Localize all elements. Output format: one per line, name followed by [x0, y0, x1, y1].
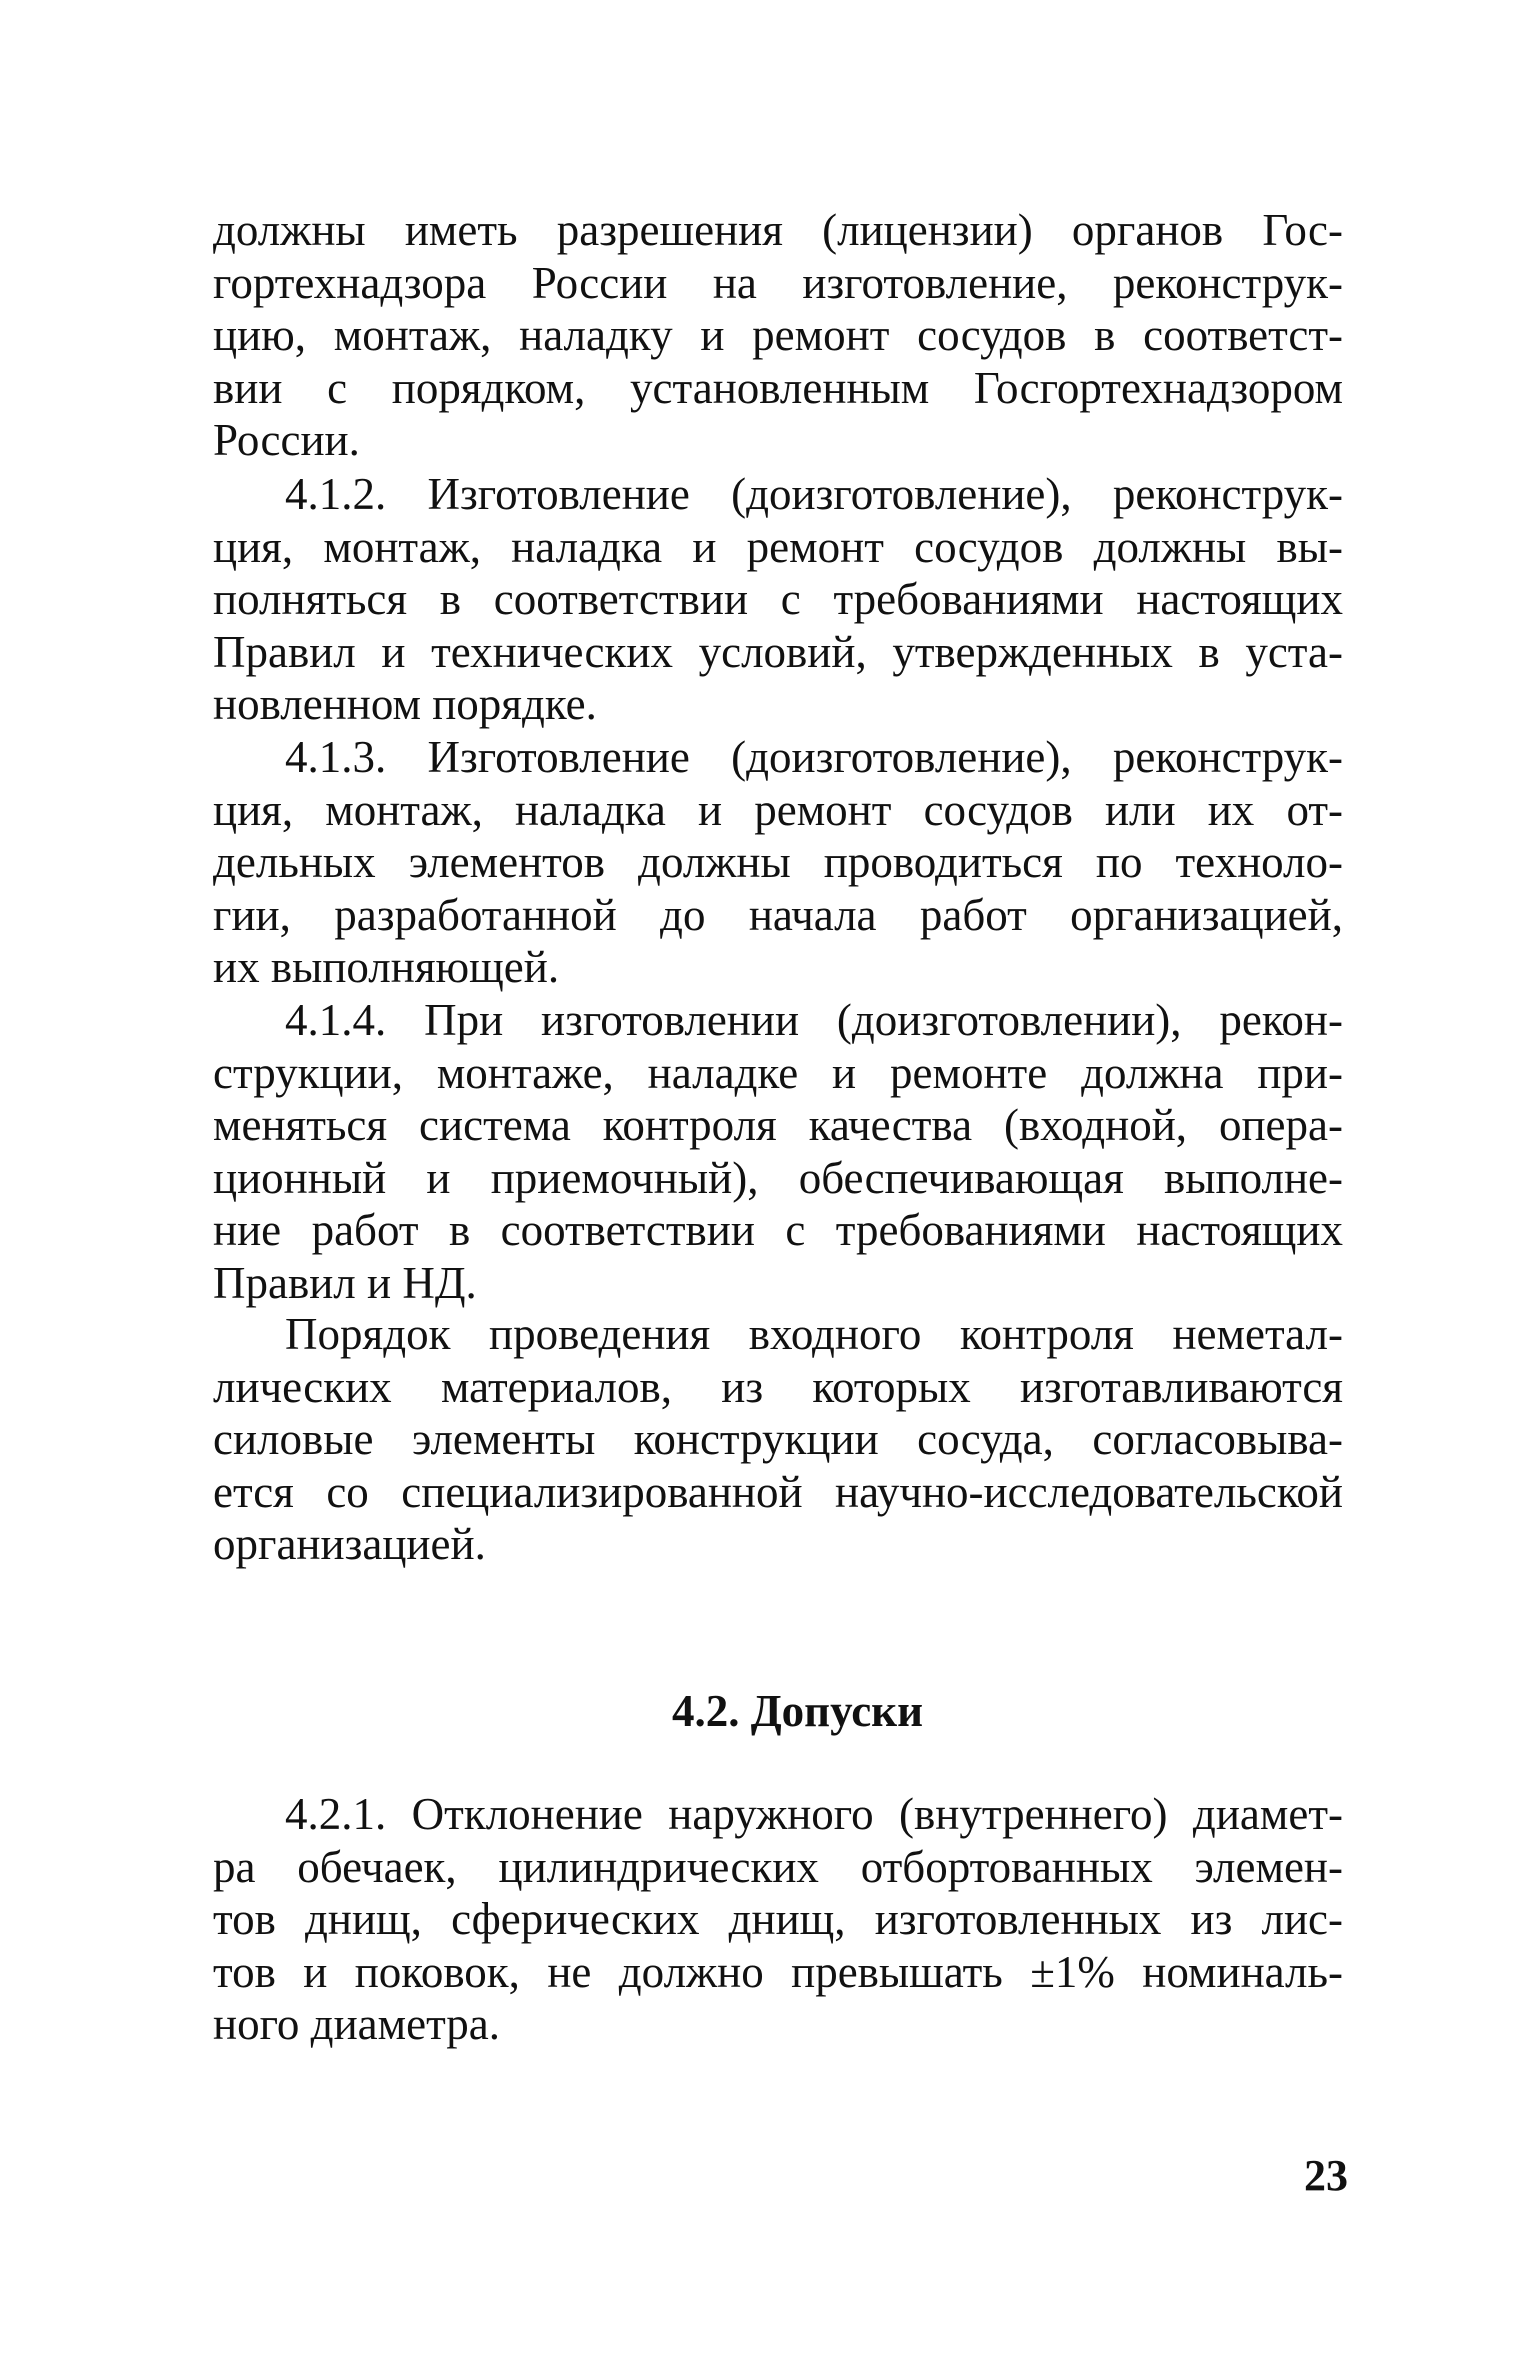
text-line: вии с порядком, установленным Госгортехнадзором [213, 362, 1343, 413]
text-line: струкции, монтаже, наладке и ремонте должна при- [213, 1047, 1343, 1098]
text-line: должны иметь разрешения (лицензии) органов Гос- [213, 205, 1343, 255]
paragraph-licenses [213, 204, 1343, 467]
text-line: полняться в соответствии с требованиями настоящих [213, 574, 1343, 624]
text-line: лических материалов, из которых изготавливаются [213, 1361, 1343, 1412]
text-line: Правил и НД. [213, 1257, 477, 1308]
text-line: 4.1.3. Изготовление (доизготовление), реконструк- [285, 732, 1343, 782]
paragraph-4-1-2 [213, 468, 1343, 731]
text-line: гии, разработанной до начала работ организацией, [213, 889, 1343, 940]
text-line: гортехнадзора России на изготовление, реконструк- [213, 257, 1343, 308]
text-line: их выполняющей. [213, 942, 560, 992]
text-line: 4.2.1. Отклонение наружного (внутреннего) диамет- [285, 1789, 1343, 1839]
text-line: тов и поковок, не должно превышать ±1% номиналь- [213, 1946, 1343, 1997]
text-line: России. [213, 415, 360, 465]
text-line: новленном порядке. [213, 679, 597, 729]
text-line: 4.1.4. При изготовлении (доизготовлении), рекон- [285, 995, 1343, 1045]
text-line: ционный и приемочный), обеспечивающая выполне- [213, 1152, 1343, 1203]
text-line: дельных элементов должны проводиться по техноло- [213, 837, 1343, 887]
text-line: тов днищ, сферических днищ, изготовленных из лис- [213, 1894, 1343, 1944]
paragraph-4-1-3 [213, 731, 1343, 994]
text-line: ного диаметра. [213, 1999, 501, 2049]
text-line: ние работ в соответствии с требованиями настоящих [213, 1205, 1343, 1255]
text-line: Правил и технических условий, утвержденных в уста- [213, 626, 1343, 677]
text-line: ция, монтаж, наладка и ремонт сосудов или их от- [213, 784, 1343, 835]
text-line: организацией. [213, 1519, 486, 1569]
text-line: ра обечаек, цилиндрических отбортованных элемен- [213, 1841, 1343, 1892]
text-line: цию, монтаж, наладку и ремонт сосудов в соответст- [213, 310, 1343, 360]
text-line: ется со специализированной научно-исследовательской [213, 1466, 1343, 1517]
section-heading: 4.2. Допуски [671, 1686, 924, 1736]
paragraph-4-2-1 [213, 1788, 1343, 2051]
text-line: Порядок проведения входного контроля неметал- [285, 1309, 1343, 1359]
paragraph-4-1-4 [213, 994, 1343, 1309]
text-line: ция, монтаж, наладка и ремонт сосудов должны вы- [213, 521, 1343, 572]
text-line: силовые элементы конструкции сосуда, согласовыва- [213, 1414, 1343, 1464]
page-number: 23 [1304, 2151, 1348, 2200]
text-line: меняться система контроля качества (входной, опера- [213, 1100, 1343, 1150]
text-line: 4.1.2. Изготовление (доизготовление), реконструк- [285, 469, 1343, 519]
paragraph-input-control [213, 1308, 1343, 1571]
